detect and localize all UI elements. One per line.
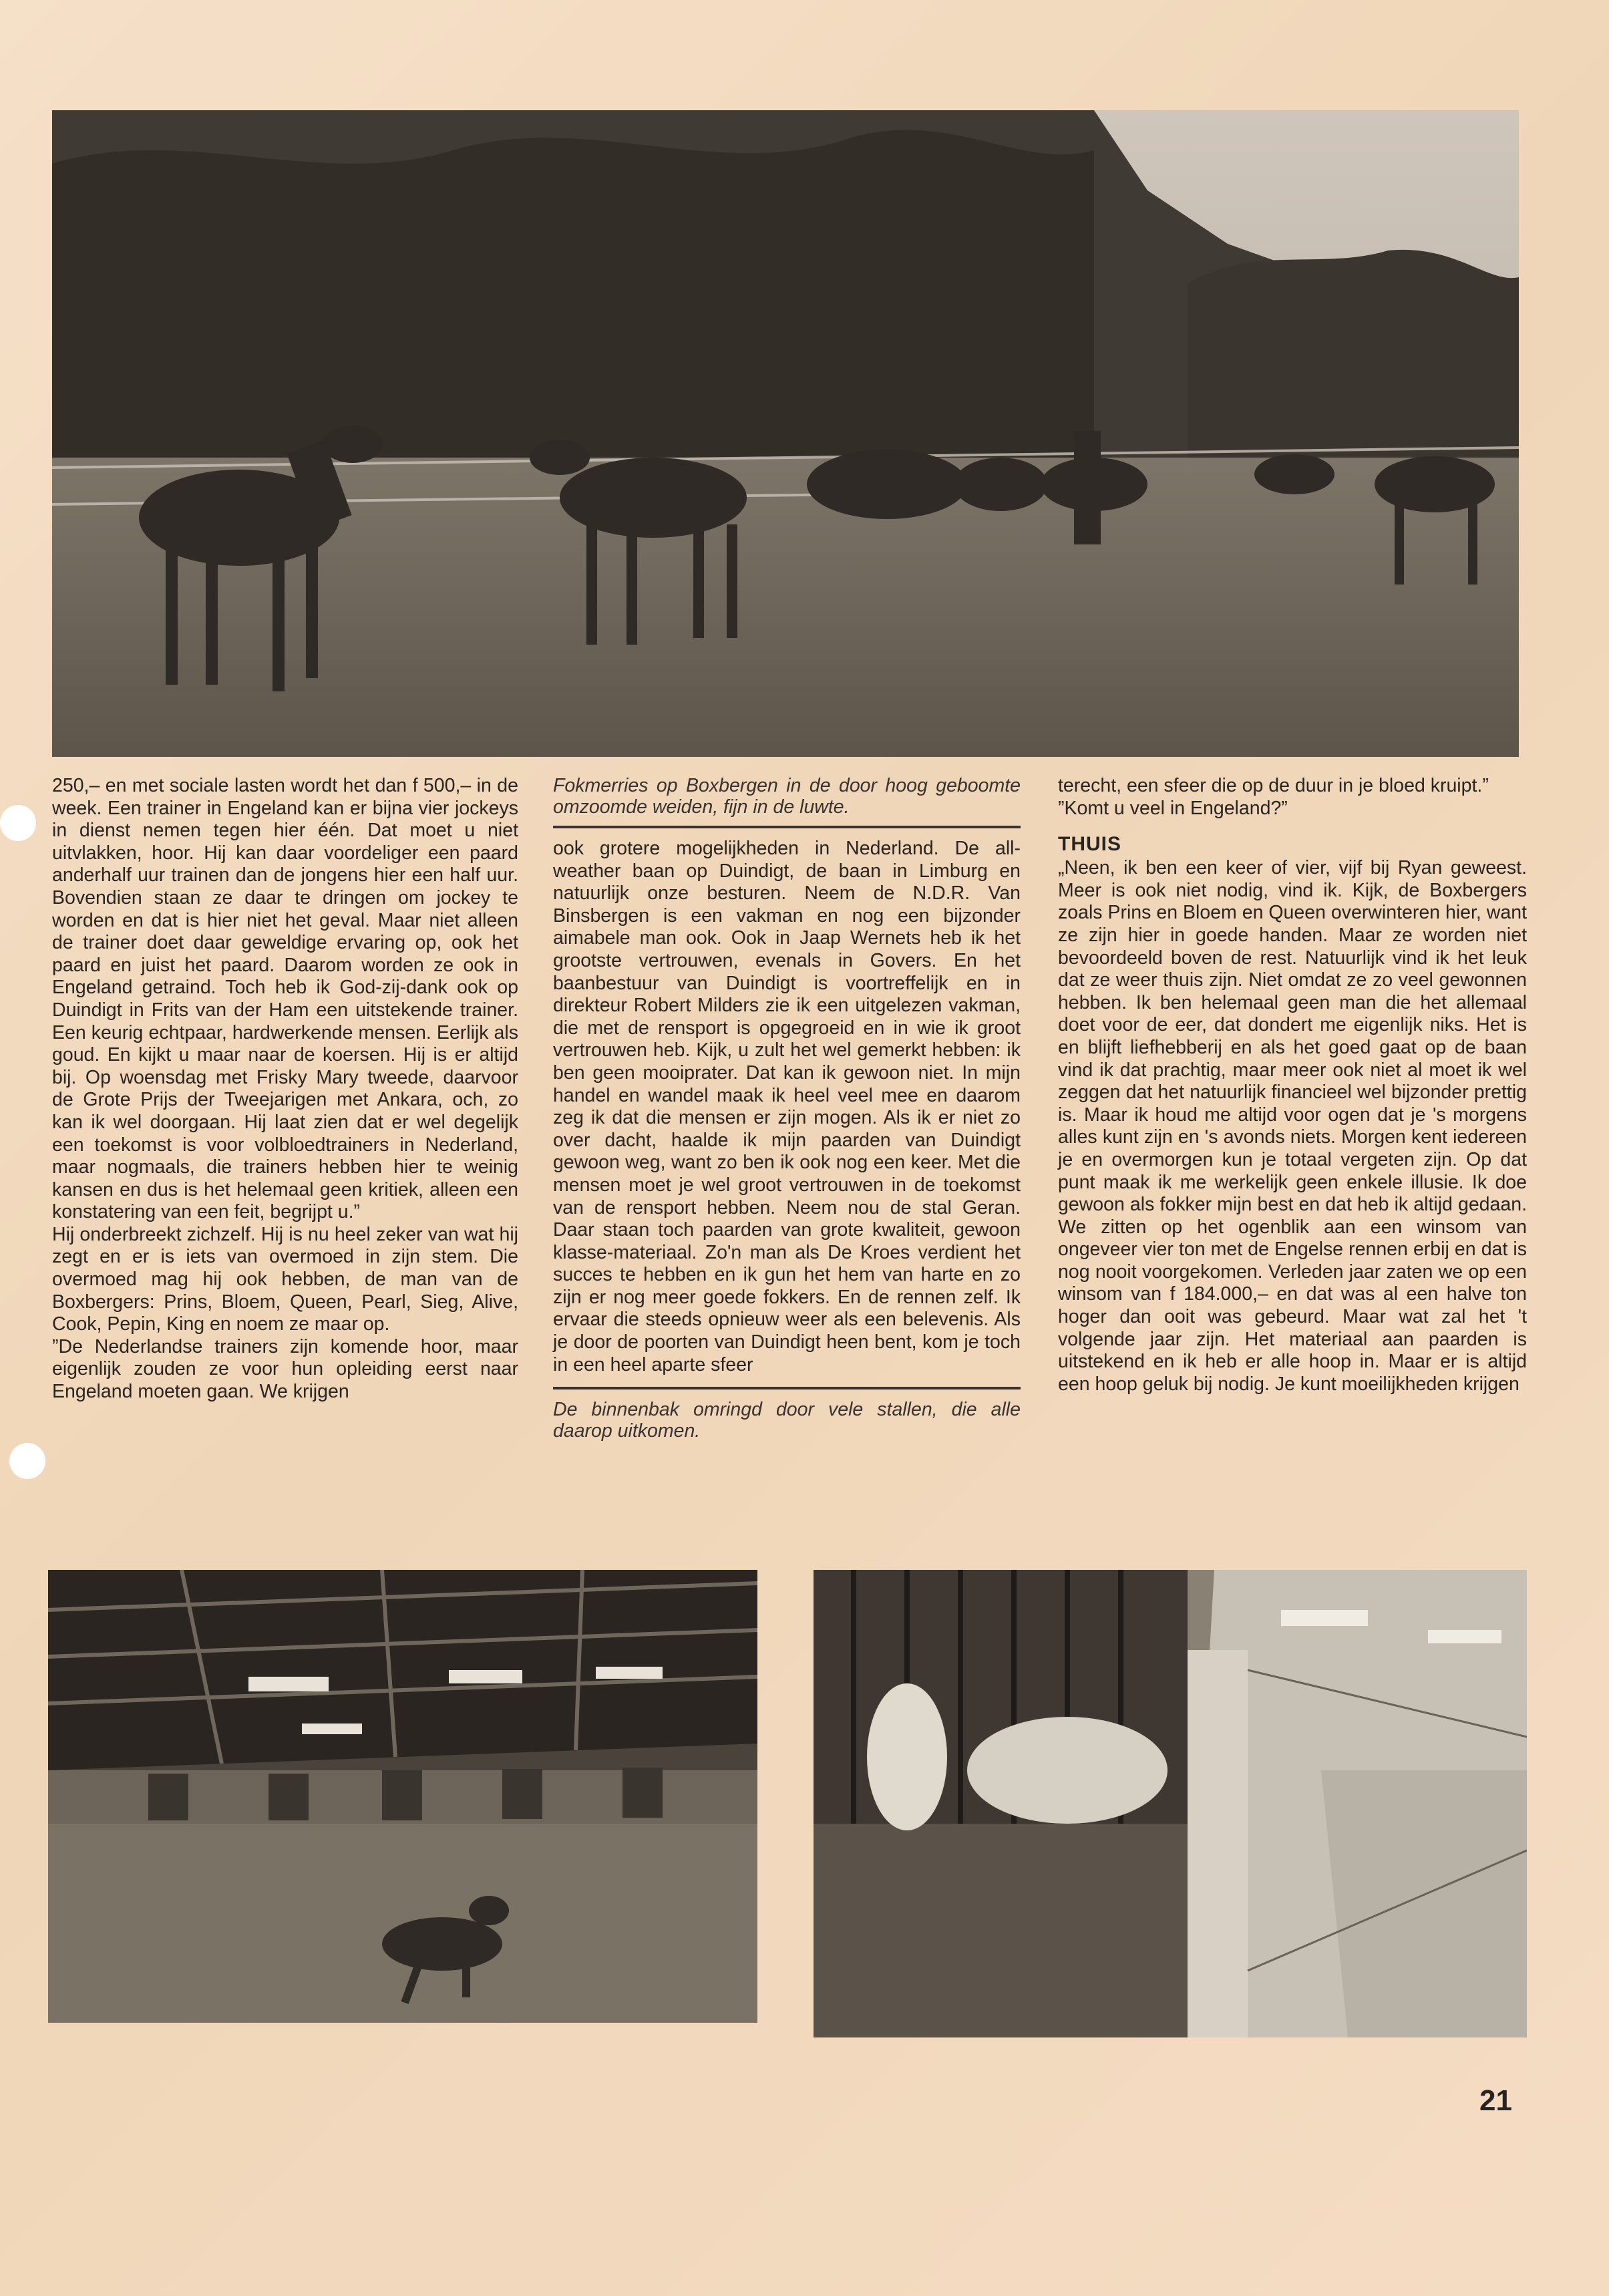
column-3 — [1058, 775, 1527, 1396]
column-1 — [52, 775, 518, 1404]
col3-paragraph-2: ”Komt u veel in Engeland?” — [1058, 797, 1288, 819]
binder-hole-bottom — [9, 1443, 45, 1479]
col1-paragraph-3: ”De Nederlandse trainers zijn komende hoor, maar eigenlijk zouden ze voor hun opleiding eerst naar Engeland moeten gaan. We krijgen — [52, 1335, 518, 1403]
col1-paragraph-2: Hij onderbreekt zichzelf. Hij is nu heel zeker van wat hij zegt en er is iets van overmoed in zijn stem. Die overmoed mag hij ook hebben, de man van de Boxbergers: Prins, Bloem, Queen, Pearl, Sieg, Alive, Cook, Pepin, King en noem ze maar op. — [52, 1223, 518, 1335]
caption-divider-bottom — [553, 1387, 1021, 1389]
page-number: 21 — [1479, 2084, 1512, 2117]
caption-indoor-arena: De binnenbak omringd door vele stallen, die alle daarop uitkomen. — [553, 1399, 1021, 1442]
section-heading: THUIS — [1058, 833, 1121, 856]
col3-paragraph-1: terecht, een sfeer die op de duur in je bloed kruipt.” — [1058, 775, 1489, 796]
caption-mares: Fokmerries op Boxbergen in de door hoog geboomte omzoomde weiden, fijn in de luwte. — [553, 775, 1021, 818]
column-2 — [553, 775, 1021, 1442]
binder-hole-top — [0, 805, 36, 841]
caption-divider-top — [553, 826, 1021, 828]
photo-mares-meadow — [52, 110, 1519, 757]
col3-paragraph-3: „Neen, ik ben een keer of vier, vijf bij Ryan geweest. Meer is ook niet nodig, vind ik. Kijk, de Boxbergers zoals Prins en Bloem en Queen overwinteren hier, want ze zijn hier in goede handen. Maar ze worden niet bevoordeeld boven de rest. Natuurlijk vind ik het leuk dat ze weer thuis zijn. Niet omdat ze zo veel gewonnen hebben. Ik ben helemaal geen man die het allemaal doet voor de eer, dat dondert me eigenlijk niks. Het is en blijft liefhebberij en als het goed gaat op de baan vind ik dat prachtig, maar meer ook niet al moet ik wel zeggen dat het natuurlijk financieel wel bijzonder prettig is. Maar ik houd me altijd voor ogen dat je 's morgens alles kunt zijn en 's avonds niets. Morgen kent iedereen je en overmorgen kun je totaal vergeten zijn. Op dat punt maak ik me werkelijk geen enkele illusie. Ik doe gewoon als fokker mijn best en dat heb ik altijd gedaan. We zitten op het ogenblik aan een winsom van ongeveer vier ton met de Engelse rennen erbij en dat is nog nooit voorgekomen. Verleden jaar zaten we op een winsom van f 184.000,– en dat was al een halve ton hoger dan ooit was gebeurd. Maar wat zal het 't volgende jaar zijn. Het materiaal aan paarden is uitstekend en ik heb er alle hoop in. Maar er is altijd een hoop geluk bij nodig. Je kunt moeilijkheden krijgen — [1058, 857, 1527, 1395]
photo-stable-aisle — [814, 1570, 1527, 2037]
col1-paragraph-1: 250,– en met sociale lasten wordt het dan f 500,– in de week. Een trainer in Engeland kan er bijna vier jockeys in dienst nemen tegen hier één. Dat moet u niet uitvlakken, hoor. Hij kan daar voordeliger een paard anderhalf uur trainen dan de jongens hier een half uur. Bovendien staan ze daar te dringen om jockey te worden en dat is hier niet het geval. Maar niet alleen de trainer doet daar geweldige ervaring op, ook het paard en juist het paard. Daarom worden ze ook in Engeland getraind. Toch heb ik God-zij-dank ook op Duindigt in Frits van der Ham een uitstekende trainer. Een keurig echtpaar, hardwerkende mensen. Eerlijk als goud. En kijkt u maar naar de koersen. Hij is er altijd bij. Op woensdag met Frisky Mary tweede, daarvoor de Grote Prijs der Tweejarigen met Ankara, och, zo kan ik wel doorgaan. Hij laat zien dat er wel degelijk een toekomst is voor volbloedtrainers in Nederland, maar nogmaals, die trainers hebben hier te weinig kansen en dus is het helemaal geen kritiek, alleen een konstatering van een feit, begrijpt u.” — [52, 775, 518, 1223]
photo-indoor-arena — [48, 1570, 757, 2023]
col2-paragraph-1: ook grotere mogelijkheden in Nederland. De all-weather baan op Duindigt, de baan in Limburg en natuurlijk onze besturen. Neem de N.D.R. Van Binsbergen is een vakman en nog een bijzonder aimabele man ook. Ook in Jaap Wernets heb ik het grootste vertrouwen, evenals in Govers. En het baanbestuur van Duindigt is voortreffelijk en in direkteur Robert Milders zie ik een uitgelezen vakman, die met de rensport is opgegroeid en in wie ik groot vertrouwen heb. Kijk, u zult het wel gemerkt hebben: ik ben geen mooiprater. Dat kan ik gewoon niet. In mijn handel en wandel maak ik heel veel mee en daarom zeg ik dat die mensen er zijn mogen. Als ik er niet zo over dacht, haalde ik mijn paarden van Duindigt gewoon weg, want zo ben ik ook nog een keer. Met die mensen moet je wel groot vertrouwen in de toekomst van de rensport hebben. Neem nou de stal Geran. Daar staan toch paarden van grote kwaliteit, gewoon klasse-materiaal. Zo'n man als De Kroes verdient het succes te hebben en ik gun het hem van harte en zo zijn er nog meer goede fokkers. En de rennen zelf. Ik ervaar die steeds opnieuw weer als een belevenis. Als je door de poorten van Duindigt heen bent, kom je toch in een heel aparte sfeer — [553, 838, 1021, 1375]
